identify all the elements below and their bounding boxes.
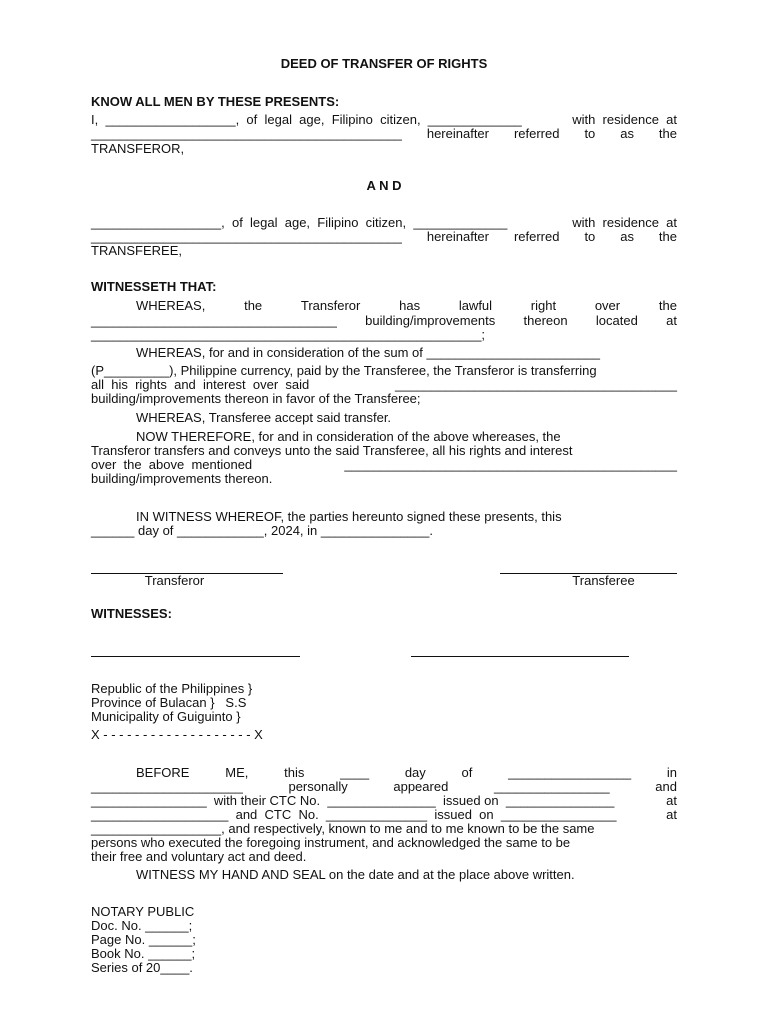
transferor-signature-label: Transferor bbox=[144, 573, 205, 588]
now-therefore-line-4: building/improvements thereon. bbox=[91, 471, 273, 486]
transferee-signature-label: Transferee bbox=[572, 573, 635, 588]
transferee-line-2: ___________________________________________ hereinafter referred to as the bbox=[91, 229, 677, 244]
whereas2-line-1: WHEREAS, for and in consideration of the sum of ________________________ bbox=[136, 345, 600, 360]
transferor-line-1: I, __________________, of legal age, Filipino citizen, _____________ with residence at bbox=[91, 112, 677, 127]
and-separator: A N D bbox=[366, 178, 402, 193]
before-me-line-2: _____________________ personally appeared ________________ and bbox=[91, 779, 677, 794]
jurisdiction-province: Province of Bulacan } S.S bbox=[91, 695, 247, 710]
jurisdiction-separator: X - - - - - - - - - - - - - - - - - - - X bbox=[91, 727, 263, 742]
before-me-line-7: their free and voluntary act and deed. bbox=[91, 849, 307, 864]
before-me-line-5: __________________, and respectively, known to me and to me known to be the same bbox=[91, 821, 595, 836]
jurisdiction-municipality: Municipality of Guiguinto } bbox=[91, 709, 241, 724]
document-title: DEED OF TRANSFER OF RIGHTS bbox=[280, 56, 488, 71]
before-me-line-3: ________________ with their CTC No. _______________ issued on _______________ at bbox=[91, 793, 677, 808]
before-me-line-4: ___________________ and CTC No. ______________ issued on ________________ at bbox=[91, 807, 677, 822]
notary-page-no: Page No. ______; bbox=[91, 932, 196, 947]
notary-doc-no: Doc. No. ______; bbox=[91, 918, 193, 933]
notary-public-title: NOTARY PUBLIC bbox=[91, 904, 195, 919]
whereas2-line-2: (P_________), Philippine currency, paid by the Transferee, the Transferor is transferring bbox=[91, 363, 597, 378]
whereas2-line-4: building/improvements thereon in favor of the Transferee; bbox=[91, 391, 421, 406]
whereas3: WHEREAS, Transferee accept said transfer. bbox=[136, 410, 392, 425]
transferor-line-2: ___________________________________________ hereinafter referred to as the bbox=[91, 126, 677, 141]
now-therefore-line-2: Transferor transfers and conveys unto the said Transferee, all his rights and interest bbox=[91, 443, 573, 458]
notary-series: Series of 20____. bbox=[91, 960, 193, 975]
in-witness-line-1: IN WITNESS WHEREOF, the parties hereunto signed these presents, this bbox=[136, 509, 562, 524]
witnesses-heading: WITNESSES: bbox=[91, 606, 172, 621]
in-witness-line-2: ______ day of ____________, 2024, in _______________. bbox=[91, 523, 433, 538]
notary-book-no: Book No. ______; bbox=[91, 946, 196, 961]
transferee-label: TRANSFEREE, bbox=[91, 243, 183, 258]
now-therefore-line-1: NOW THEREFORE, for and in consideration of the above whereases, the bbox=[136, 429, 561, 444]
whereas1-line-1: WHEREAS, the Transferor has lawful right over the bbox=[136, 298, 677, 313]
witness-1-signature-line bbox=[91, 656, 300, 657]
transferor-label: TRANSFEROR, bbox=[91, 141, 185, 156]
before-me-line-6: persons who executed the foregoing instrument, and acknowledged the same to be bbox=[91, 835, 571, 850]
witness-my-hand: WITNESS MY HAND AND SEAL on the date and at the place above written. bbox=[136, 867, 575, 882]
before-me-line-1: BEFORE ME, this ____ day of _________________ in bbox=[136, 765, 677, 780]
jurisdiction-republic: Republic of the Philippines } bbox=[91, 681, 253, 696]
witness-2-signature-line bbox=[411, 656, 629, 657]
witnesseth-heading: WITNESSETH THAT: bbox=[91, 279, 217, 294]
intro-heading: KNOW ALL MEN BY THESE PRESENTS: bbox=[91, 94, 340, 109]
whereas1-line-3: ______________________________________________________; bbox=[91, 327, 486, 342]
whereas2-line-3: all his rights and interest over said _______________________________________ bbox=[91, 377, 677, 392]
now-therefore-line-3: over the above mentioned ______________________________________________ bbox=[91, 457, 677, 472]
transferee-line-1: __________________, of legal age, Filipino citizen, _____________ with residence at bbox=[91, 215, 677, 230]
whereas1-line-2: __________________________________ building/improvements thereon located at bbox=[91, 313, 677, 328]
